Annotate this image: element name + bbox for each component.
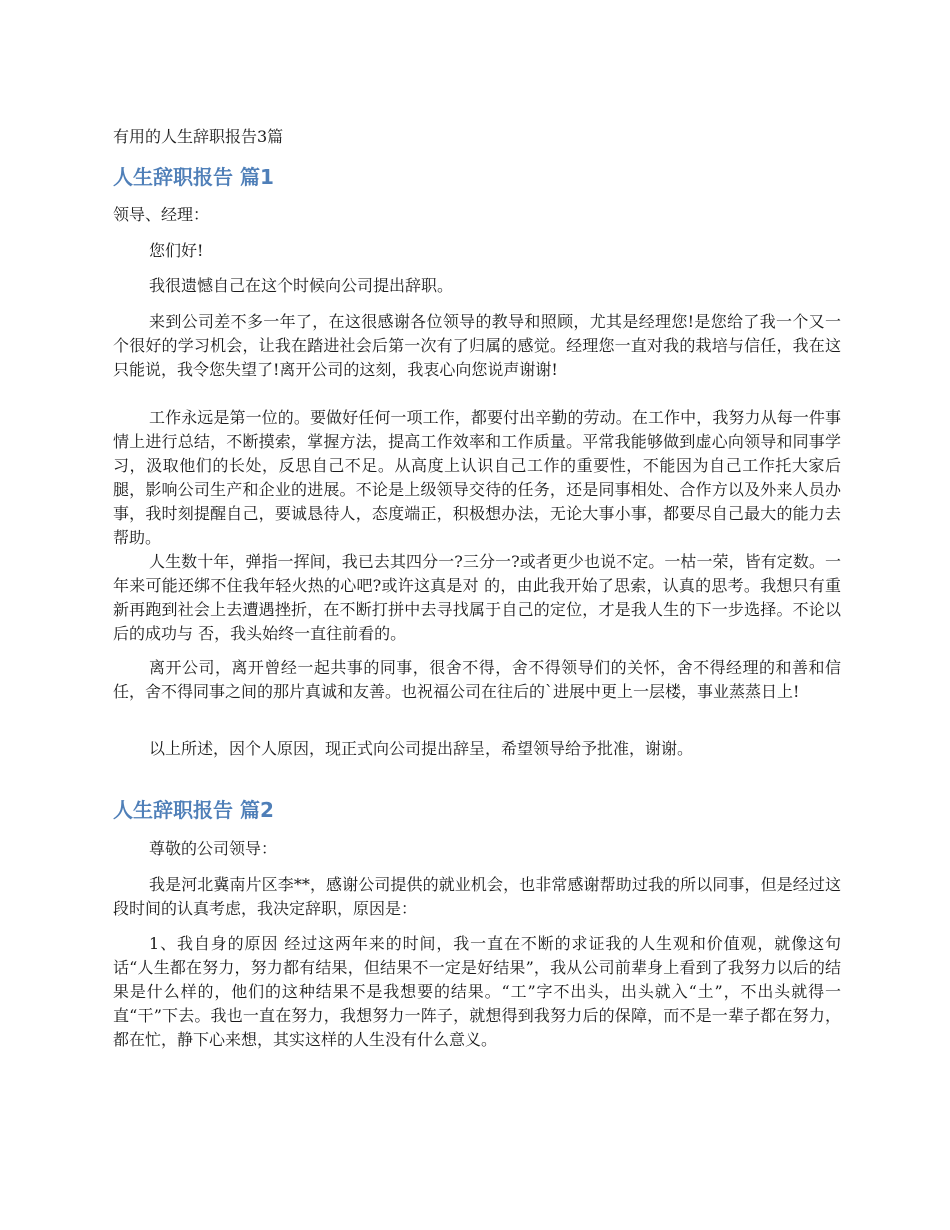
salutation: 尊敬的公司领导： <box>149 839 278 858</box>
document-title: 有用的人生辞职报告3篇 <box>113 127 284 146</box>
closing-paragraph: 以上所述，因个人原因，现正式向公司提出辞呈，希望领导给予批准，谢谢。 <box>149 739 694 758</box>
paragraph: 人生数十年，弹指一挥间，我已去其四分一?三分一?或者更少也说不定。一枯一荣，皆有定数。一年来可能还绑不住我年轻火热的心吧?或许这真是对 的，由此我开始了思索，认真的思考。我想只有重新再跑到社会上去遭遇挫折，在不断打拼中去寻找属于自己的定位，才是我人生的下一步选择。不论以后的成功与 否，我头始终一直往前看的。 <box>113 552 841 643</box>
salutation: 领导、经理： <box>113 205 210 224</box>
paragraph: 工作永远是第一位的。要做好任何一项工作，都要付出辛勤的劳动。在工作中，我努力从每一件事情上进行总结，不断摸索，掌握方法，提高工作效率和工作质量。平常我能够做到虚心向领导和同事学习，汲取他们的长处，反思自己不足。从高度上认识自己工作的重要性，不能因为自己工作托大家后腿，影响公司生产和企业的进展。不论是上级领导交待的任务，还是同事相处、合作方以及外来人员办事，我时刻提醒自己，要诚恳待人，态度端正，积极想办法，无论大事小事，都要尽自己最大的能力去帮助。 <box>113 408 841 547</box>
section-heading-1: 人生辞职报告 篇1 <box>113 165 274 189</box>
greeting: 您们好! <box>149 241 204 260</box>
paragraph: 1、我自身的原因 经过这两年来的时间，我一直在不断的求证我的人生观和价值观，就像这句话“人生都在努力，努力都有结果，但结果不一定是好结果”，我从公司前辈身上看到了我努力以后的结果是什么样的，他们的这种结果不是我想要的结果。“工”字不出头，出头就入“土”，不出头就得一直“干”下去。我也一直在努力，我想努力一阵子，就想得到我努力后的保障，而不是一辈子都在努力，都在忙，静下心来想，其实这样的人生没有什么意义。 <box>113 934 841 1049</box>
paragraph: 我是河北冀南片区李**，感谢公司提供的就业机会，也非常感谢帮助过我的所以同事，但是经过这段时间的认真考虑，我决定辞职，原因是： <box>113 875 841 918</box>
paragraph: 来到公司差不多一年了，在这很感谢各位领导的教导和照顾，尤其是经理您!是您给了我一个又一个很好的学习机会，让我在踏进社会后第一次有了归属的感觉。经理您一直对我的栽培与信任，我在这只能说，我令您失望了!离开公司的这刻，我衷心向您说声谢谢! <box>113 312 841 379</box>
paragraph: 我很遗憾自己在这个时候向公司提出辞职。 <box>149 276 454 295</box>
paragraph: 离开公司，离开曾经一起共事的同事，很舍不得，舍不得领导们的关怀，舍不得经理的和善和信任，舍不得同事之间的那片真诚和友善。也祝福公司在往后的`进展中更上一层楼，事业蒸蒸日上! <box>113 658 841 701</box>
section-heading-2: 人生辞职报告 篇2 <box>113 798 274 822</box>
